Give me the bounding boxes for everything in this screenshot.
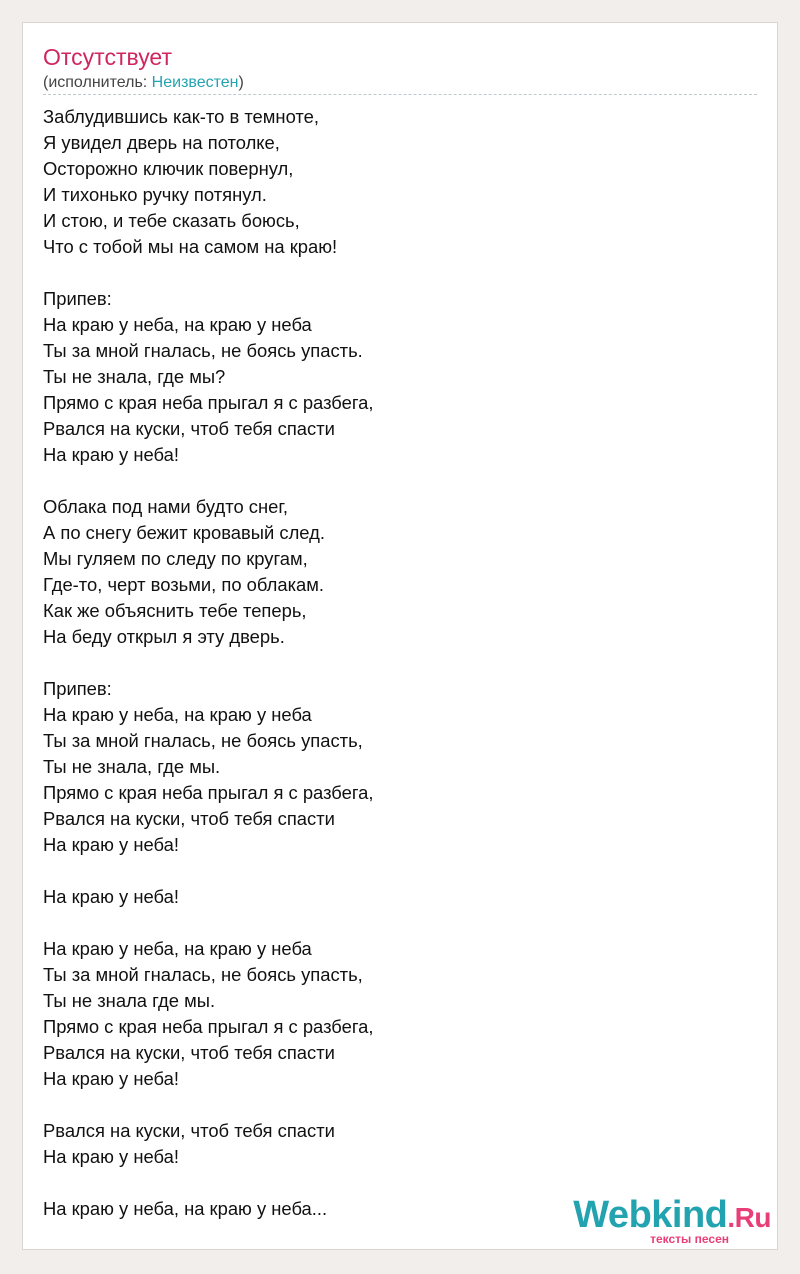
lyric-line: На краю у неба, на краю у неба [43, 704, 312, 725]
lyric-line: Ты не знала, где мы. [43, 756, 221, 777]
logo-tagline: тексты песен [650, 1232, 729, 1246]
lyric-line: На краю у неба! [43, 886, 179, 907]
header-divider [43, 94, 757, 95]
lyrics-text [43, 104, 374, 1222]
lyric-line: Припев: [43, 288, 112, 309]
lyrics-card [22, 22, 778, 1250]
artist-suffix: ) [238, 74, 244, 91]
site-logo[interactable] [573, 1196, 771, 1245]
lyric-line: На краю у неба! [43, 444, 179, 465]
lyric-line: Прямо с края неба прыгал я с разбега, [43, 782, 374, 803]
logo-word: Webkind [573, 1194, 728, 1236]
logo-tld: .Ru [727, 1202, 771, 1233]
lyric-line: На краю у неба! [43, 1146, 179, 1167]
lyric-line: На краю у неба! [43, 834, 179, 855]
lyric-line: На краю у неба, на краю у неба... [43, 1198, 328, 1219]
lyric-line: На краю у неба, на краю у неба [43, 314, 312, 335]
lyric-line: На беду открыл я эту дверь. [43, 626, 285, 647]
stanza-break [43, 910, 374, 936]
stanza-break [43, 260, 374, 286]
lyric-line: Что с тобой мы на самом на краю! [43, 236, 338, 257]
lyric-line: На краю у неба, на краю у неба [43, 938, 312, 959]
stanza-break [43, 650, 374, 676]
lyric-line: Облака под нами будто снег, [43, 496, 288, 517]
lyric-line: Где-то, черт возьми, по облакам. [43, 574, 324, 595]
lyric-line: И стою, и тебе сказать боюсь, [43, 210, 300, 231]
lyric-line: Осторожно ключик повернул, [43, 158, 294, 179]
lyric-line: Ты за мной гналась, не боясь упасть. [43, 340, 363, 361]
artist-prefix: (исполнитель: [43, 74, 152, 91]
artist-link[interactable]: Неизвестен [151, 74, 239, 91]
lyric-line: Припев: [43, 678, 112, 699]
logo-wordmark [573, 1196, 771, 1237]
lyric-line: Ты не знала где мы. [43, 990, 216, 1011]
artist-line [43, 73, 244, 93]
stanza-break [43, 858, 374, 884]
stanza-break [43, 1092, 374, 1118]
song-title: Отсутствует [43, 44, 172, 70]
lyric-line: Рвался на куски, чтоб тебя спасти [43, 1042, 335, 1063]
lyric-line: Мы гуляем по следу по кругам, [43, 548, 308, 569]
lyric-line: Рвался на куски, чтоб тебя спасти [43, 418, 335, 439]
lyric-line: Я увидел дверь на потолке, [43, 132, 280, 153]
stanza-break [43, 1170, 374, 1196]
lyric-line: На краю у неба! [43, 1068, 179, 1089]
lyric-line: Ты не знала, где мы? [43, 366, 226, 387]
lyric-line: А по снегу бежит кровавый след. [43, 522, 325, 543]
lyric-line: Прямо с края неба прыгал я с разбега, [43, 1016, 374, 1037]
lyric-line: Рвался на куски, чтоб тебя спасти [43, 808, 335, 829]
lyric-line: И тихонько ручку потянул. [43, 184, 267, 205]
lyric-line: Ты за мной гналась, не боясь упасть, [43, 730, 363, 751]
stanza-break [43, 468, 374, 494]
lyric-line: Прямо с края неба прыгал я с разбега, [43, 392, 374, 413]
lyric-line: Заблудившись как-то в темноте, [43, 106, 319, 127]
lyric-line: Ты за мной гналась, не боясь упасть, [43, 964, 363, 985]
lyric-line: Как же объяснить тебе теперь, [43, 600, 307, 621]
lyric-line: Рвался на куски, чтоб тебя спасти [43, 1120, 335, 1141]
